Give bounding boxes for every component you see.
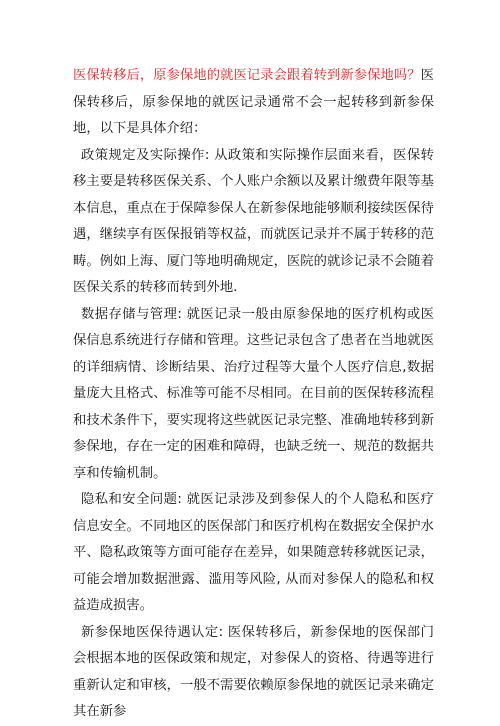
section-heading: 新参保地医保待遇认定: [81, 624, 224, 640]
section-data-storage [73, 302, 434, 488]
intro-paragraph [73, 63, 434, 143]
section-new-location [73, 620, 434, 726]
section-heading: 政策规定及实际操作: [81, 147, 210, 163]
section-body: 从政策和实际操作层面来看，医保转移主要是转移医保关系、个人账户余额以及累计缴费年限等基本信息，重点在于保障参保人在新参保地能够顺利接续医保待遇，继续享有医保报销等权益，而就医记录并不属于转移的范畴。例如上海、厦门等地明确规定，医院的就诊记录不会随着医保关系的转移而转到外地. [73, 147, 434, 295]
section-body: 就医记录涉及到参保人的个人隐私和医疗信息安全。不同地区的医保部门和医疗机构在数据安全保护水平、隐私政策等方面可能存在差异，如果随意转移就医记录，可能会增加数据泄露、滥用等风险, 从而对参保人的隐私和权益造成损害。 [73, 492, 434, 613]
section-heading: 隐私和安全问题: [81, 492, 182, 507]
document-page [73, 63, 434, 726]
section-policy [73, 143, 434, 302]
section-privacy [73, 487, 434, 620]
intro-question: 医保转移后，原参保地的就医记录会跟着转到新参保地吗？ [73, 68, 421, 83]
section-body: 就医记录一般由原参保地的医疗机构或医保信息系统进行存储和管理。这些记录包含了患者在当地就医的详细病情、诊断结果、治疗过程等大量个人医疗信息,数据量庞大且格式、标准等可能不尽相同。在目前的医保转移流程和技术条件下，要实现将这些就医记录完整、准确地转移到新参保地，存在一定的困难和障碍，也缺乏统一、规范的数据共享和传输机制。 [73, 306, 434, 481]
section-body: 医保转移后，新参保地的医保部门会根据本地的医保政策和规定，对参保人的资格、待遇等进行重新认定和审核，一般不需要依赖原参保地的就医记录来确定其在新参 [73, 624, 435, 719]
section-heading: 数据存储与管理: [81, 306, 182, 322]
intro-answer: 医保转移后，原参保地的就医记录通常不会一起转移到新参保地，以下是具体介绍： [73, 68, 434, 136]
